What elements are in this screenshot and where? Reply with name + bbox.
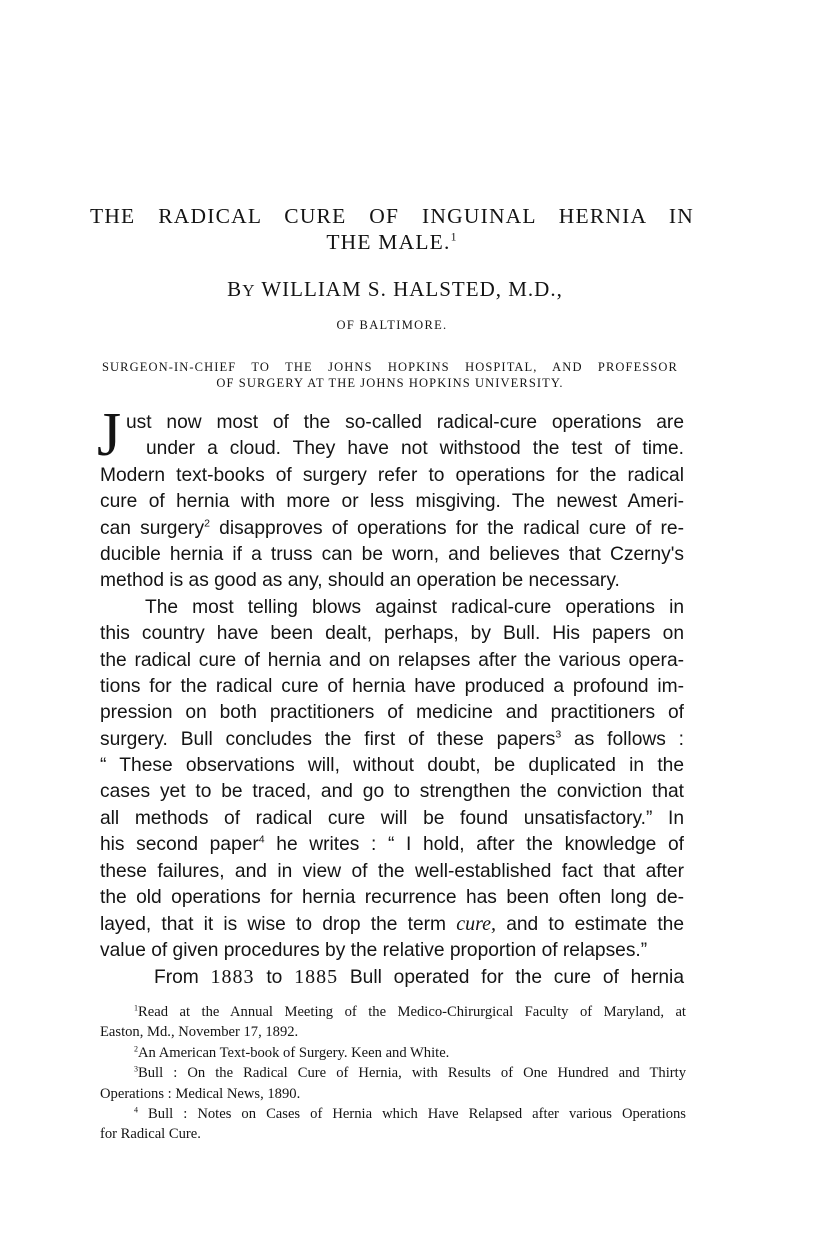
position-line-2: OF SURGERY AT THE JOHNS HOPKINS UNIVERSITY.: [216, 376, 564, 390]
author-name: WILLIAM S. HALSTED, M.D.,: [261, 277, 563, 301]
text-line: these failures, and in view of the well-established fact that after: [100, 860, 684, 882]
author-location: OF BALTIMORE.: [336, 318, 448, 332]
paragraph-2: [100, 595, 684, 964]
text-segment: he writes : “ I hold, after the knowledge of: [264, 834, 684, 856]
text-segment: can surgery: [100, 517, 205, 539]
footnote-line: [100, 1063, 686, 1083]
footnote-text: Read at the Annual Meeting of the Medico-Chirurgical Faculty of Maryland, at: [138, 1004, 686, 1020]
footnote-line: [100, 1002, 686, 1022]
footnote-text: An American Text-book of Surgery. Keen and White.: [138, 1044, 450, 1061]
text-line: The most telling blows against radical-cure operations in: [145, 596, 684, 618]
author-byline: [0, 277, 790, 302]
footnote-line: for Radical Cure.: [100, 1126, 201, 1143]
text-line: the old operations for hernia recurrence has been often long de-: [100, 887, 684, 909]
text-line: cure of hernia with more or less misgiving. The newest Ameri-: [100, 491, 684, 513]
text-line: method is as good as any, should an operation be necessary.: [100, 570, 620, 592]
byline-prefix-rest: Y: [242, 281, 256, 300]
text-segment: disapproves of operations for the radical cure of re-: [209, 517, 684, 539]
footnote-line: Easton, Md., November 17, 1892.: [100, 1024, 299, 1041]
footnote-ref-2: 2: [204, 517, 210, 530]
footnote-marker: 2: [134, 1044, 139, 1054]
text-line: Modern text-books of surgery refer to operations for the radical: [100, 464, 684, 486]
text-line: this country have been dealt, perhaps, by Bull. His papers on: [100, 623, 684, 645]
paragraph-1: [97, 401, 684, 595]
footnote-ref-3: 3: [555, 728, 562, 741]
footnote-marker: 3: [134, 1064, 139, 1074]
text-line: [100, 727, 684, 753]
text-line: “ These observations will, without doubt, be duplicated in the: [100, 755, 684, 777]
text-line: cases yet to be traced, and go to strengthen the conviction that: [100, 781, 684, 803]
text-line: pression on both practitioners of medicine and practitioners of: [100, 702, 684, 724]
footnotes: [100, 1002, 686, 1145]
article-title: [90, 203, 694, 255]
text-segment: as follows :: [561, 728, 684, 750]
text-line: tions for the radical cure of hernia have produced a profound im-: [100, 675, 684, 697]
text-segment: to: [254, 967, 295, 989]
text-line: under a cloud. They have not withstood the test of time.: [146, 438, 684, 460]
footnote-line: Operations : Medical News, 1890.: [100, 1085, 301, 1102]
paragraph-3: [100, 964, 684, 990]
footnote-1: [100, 1002, 686, 1043]
footnote-3: [100, 1063, 686, 1104]
footnote-line: [100, 1043, 686, 1063]
text-line: the radical cure of hernia and on relapses after the various opera-: [100, 649, 684, 671]
text-segment: Bull operated for the cure of hernia: [338, 967, 684, 989]
text-line: [100, 832, 684, 858]
text-line: ust now most of the so-called radical-cure operations are: [126, 412, 684, 433]
drop-cap: J: [97, 401, 122, 469]
text-segment: layed, that it is wise to drop the term: [100, 914, 457, 936]
title-footnote-marker: 1: [450, 229, 458, 244]
text-segment: and to estimate the: [496, 914, 684, 936]
footnote-ref-4: 4: [258, 833, 265, 846]
footnote-text: Bull : On the Radical Cure of Hernia, with Results of One Hundred and Thirty: [138, 1065, 686, 1082]
footnote-marker: 1: [134, 1003, 139, 1013]
footnote-2: [100, 1043, 686, 1063]
text-line: [100, 516, 684, 542]
text-segment: surgery. Bull concludes the first of these papers: [100, 728, 556, 750]
year: 1885: [294, 966, 339, 989]
year: 1883: [210, 966, 255, 989]
footnote-marker: 4: [134, 1105, 139, 1115]
title-line-1: THE RADICAL CURE OF INGUINAL HERNIA IN: [90, 204, 694, 228]
text-segment: his second paper: [100, 834, 259, 856]
title-line-2-text: THE MALE.: [326, 230, 451, 254]
title-line-2: [90, 229, 694, 255]
article-body: [97, 401, 684, 991]
author-position: [102, 359, 678, 391]
byline-prefix-initial: B: [227, 277, 243, 301]
emphasis-cure: cure,: [456, 913, 497, 936]
position-line-1: SURGEON-IN-CHIEF TO THE JOHNS HOPKINS HOSPITAL, AND PROFESSOR: [102, 360, 678, 374]
text-line: [100, 964, 684, 990]
footnote-text: Bull : Notes on Cases of Hernia which Have Relapsed after various Operations: [138, 1106, 686, 1123]
text-segment: From: [154, 967, 211, 989]
text-line: [100, 911, 684, 937]
footnote-4: [100, 1104, 686, 1145]
text-line: value of given procedures by the relative proportion of relapses.”: [100, 939, 648, 961]
footnote-line: [100, 1104, 686, 1124]
text-line: ducible hernia if a truss can be worn, and believes that Czerny's: [100, 543, 684, 565]
text-line: all methods of radical cure will be found unsatisfactory.” In: [100, 807, 684, 829]
